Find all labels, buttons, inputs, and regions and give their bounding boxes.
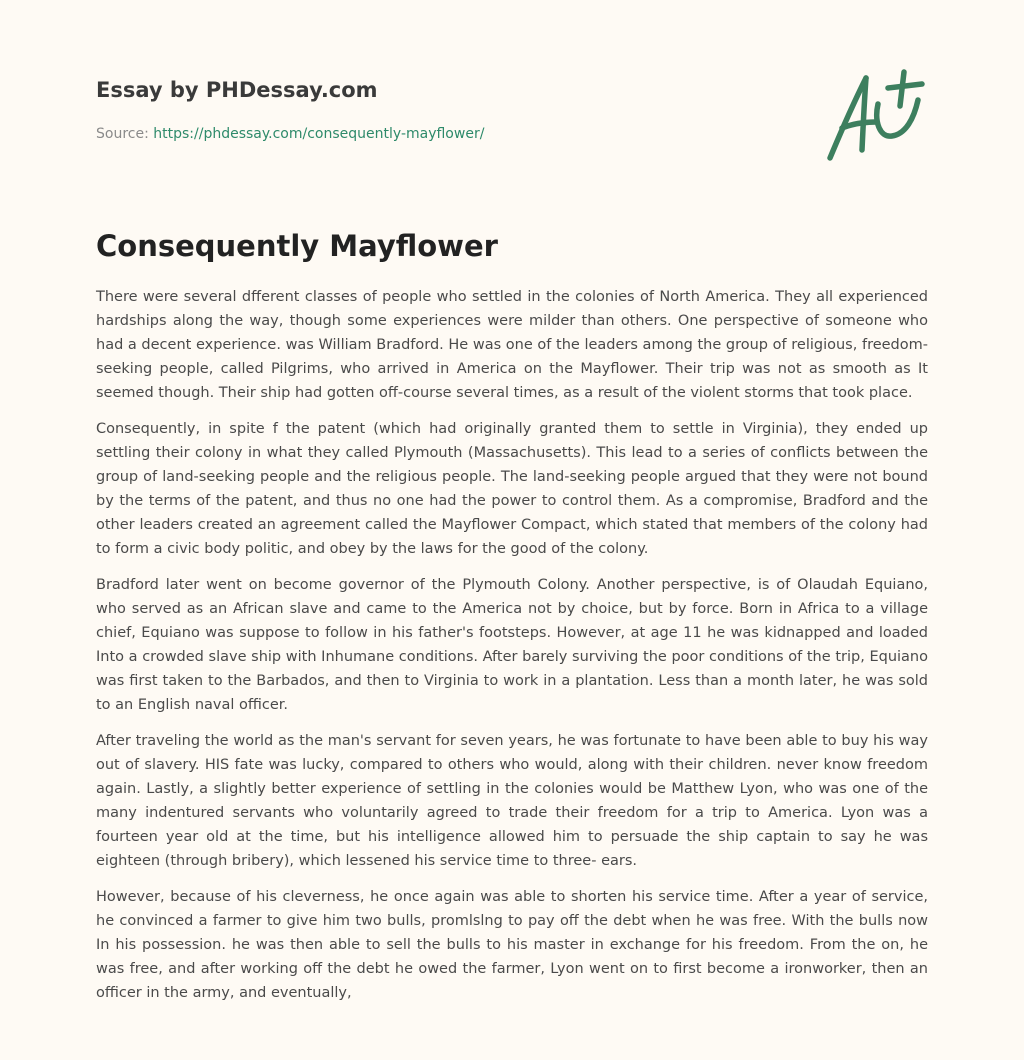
essay-paragraph: After traveling the world as the man's servant for seven years, he was fortunate to have been able to buy his way out of slavery. HIS fate was lucky, compared to others who would, along with their children. never know freedom again. Lastly, a slightly better experience of settling in the colonies would be Matthew Lyon, who was one of the many indentured servants who voluntarily agreed to trade their freedom for a trip to America. Lyon was a fourteen year old at the time, but his intelligence allowed him to persuade the ship captain to say he was eighteen (through bribery), which lessened his service time to three- ears.: [96, 733, 928, 869]
source-line: [96, 124, 796, 144]
essay-paragraph: However, because of his cleverness, he once again was able to shorten his service time. After a year of service, he convinced a farmer to give him two bulls, promlslng to pay off the debt when he was free. With the bulls now In his possession. he was then able to sell the bulls to his master in exchange for his freedom. From the on, he was free, and after working off the debt he owed the farmer, Lyon went on to first become a ironworker, then an officer in the army, and eventually,: [96, 889, 928, 1001]
a-plus-logo-icon: [820, 66, 930, 166]
site-brand: Essay by PHDessay.com: [96, 78, 378, 102]
essay-title: Consequently Mayflower: [96, 229, 498, 263]
source-link[interactable]: https://phdessay.com/consequently-mayflower/: [153, 126, 485, 142]
page-header: [96, 76, 796, 144]
essay-paragraph: Bradford later went on become governor of the Plymouth Colony. Another perspective, is of Olaudah Equiano, who served as an African slave and came to the America not by choice, but by force. Born in Africa to a village chief, Equiano was suppose to follow in his father's footsteps. However, at age 11 he was kidnapped and loaded Into a crowded slave ship with Inhumane conditions. After barely surviving the poor conditions of the trip, Equiano was first taken to the Barbados, and then to Virginia to work in a plantation. Less than a month later, he was sold to an English naval officer.: [96, 577, 928, 713]
source-label: Source:: [96, 126, 154, 142]
essay-paragraph: Consequently, in spite f the patent (which had originally granted them to settle in Virginia), they ended up settling their colony in what they called Plymouth (Massachusetts). This lead to a series of conflicts between the group of land-seeking people and the religious people. The land-seeking people argued that they were not bound by the terms of the patent, and thus no one had the power to control them. As a compromise, Bradford and the other leaders created an agreement called the Mayflower Compact, which stated that members of the colony had to form a civic body politic, and obey by the laws for the good of the colony.: [96, 421, 928, 557]
essay-body: [96, 285, 928, 1017]
essay-paragraph: There were several dfferent classes of people who settled in the colonies of North America. They all experienced hardships along the way, though some experiences were milder than others. One perspective of someone who had a decent experience. was William Bradford. He was one of the leaders among the group of religious, freedom-seeking people, called Pilgrims, who arrived in America on the Mayflower. Their trip was not as smooth as It seemed though. Their ship had gotten off-course several times, as a result of the violent storms that took place.: [96, 289, 928, 401]
